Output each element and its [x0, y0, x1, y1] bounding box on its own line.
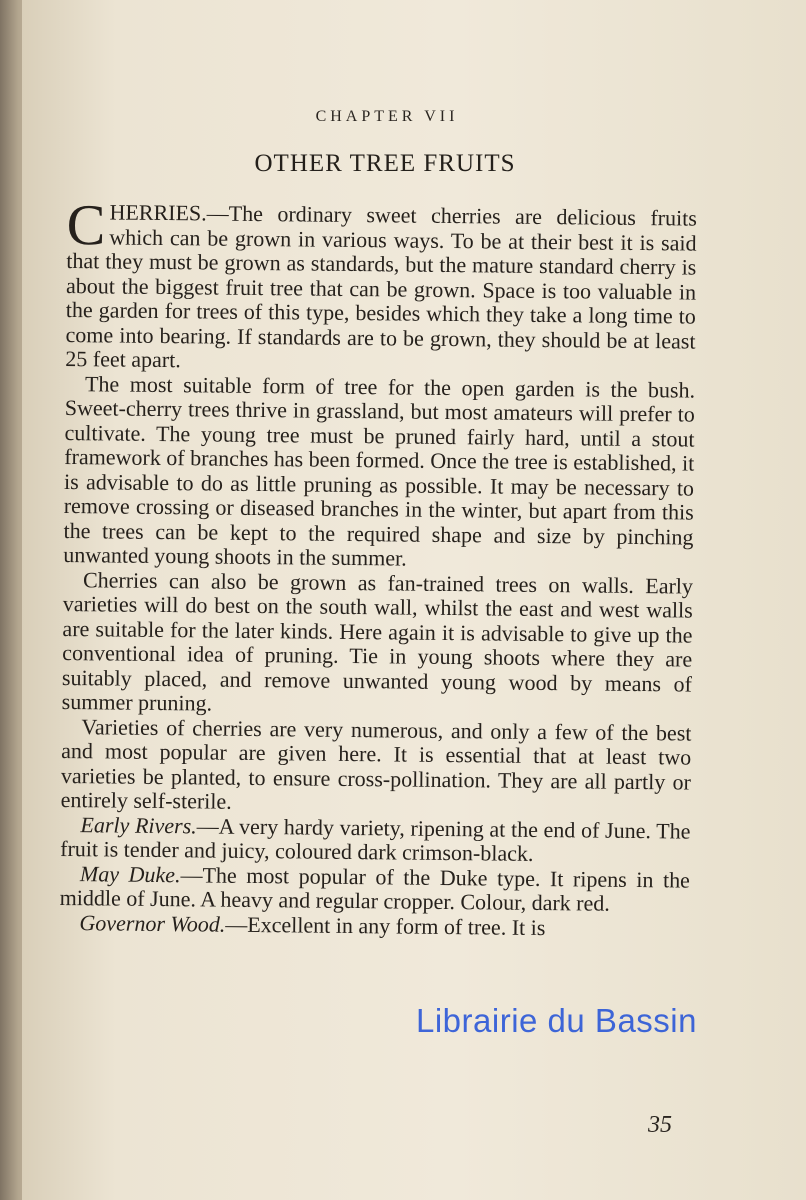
watermark: Librairie du Bassin	[416, 1002, 697, 1039]
chapter-title: OTHER TREE FRUITS	[254, 150, 516, 177]
variety-name: May Duke.	[79, 860, 181, 887]
variety-description: —A very hardy variety, ripening at the end of June. The fruit is tender and juicy, coloured dark crimson-black.	[60, 812, 691, 866]
paragraph: The most suitable form of tree for the open garden is the bush. Sweet-cherry trees thrive in grassland, but most amateurs will prefer to cultivate. The young tree must be pruned fairly hard, until a stout framework of branches has been formed. Once the tree is established, it is advisable to do as little pruning as possible. It may be necessary to remove crossing or diseased branches in the winter, but apart from this the trees can be kept to the required shape and size by pinching unwanted young shoots in the summer.	[63, 370, 696, 571]
page-number: 35	[648, 1112, 672, 1138]
paragraph: Varieties of cherries are very numerous, and only a few of the best and most popular are given here. It is essential that at least two varieties be planted, to ensure cross-pollination. They are all partly or entirely self-sterile.	[60, 713, 692, 814]
variety-description: —Excellent in any form of tree. It is	[225, 911, 546, 940]
chapter-label: CHAPTER VII	[315, 108, 459, 125]
drop-cap: C	[66, 192, 106, 258]
paragraph	[65, 192, 697, 378]
variety-description: —The most popular of the Duke type. It ripens in the middle of June. A heavy and regular cropper. Colour, dark red.	[59, 861, 691, 916]
paragraph-text: HERRIES.—The ordinary sweet cherries are delicious fruits which can be grown in various ways. To be at their best it is said that they must be grown as standards, but the mature standard cherry is about the biggest fruit tree that can be grown. Space is too valuable in the garden for trees of this type, besides which they take a long time to come into bearing. If standards are to be grown, they should be at least 25 feet apart.	[65, 199, 697, 373]
paragraph: Cherries can also be grown as fan-trained trees on walls. Early varieties will do best on the south wall, whilst the east and west walls are suitable for the later kinds. Here again it is advisable to give up the conventional idea of pruning. Tie in young shoots where they are suitably placed, and remove unwanted young wood by means of summer pruning.	[61, 566, 694, 716]
variety-name: Early Rivers.	[80, 811, 197, 838]
variety-entry	[60, 861, 690, 917]
body-text	[59, 192, 697, 942]
variety-entry	[60, 812, 690, 868]
variety-name: Governor Wood.	[79, 909, 226, 937]
